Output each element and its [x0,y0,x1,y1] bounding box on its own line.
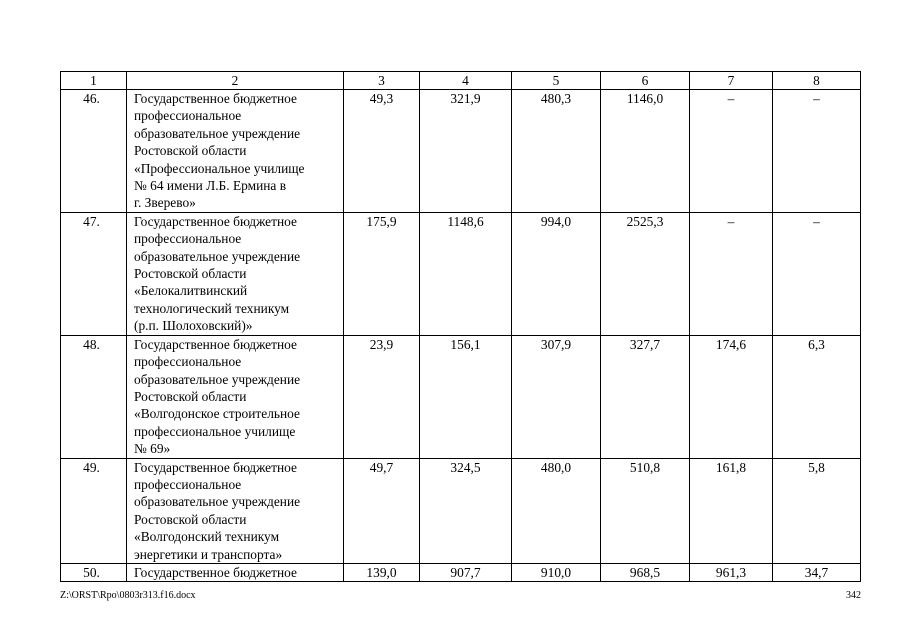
value-col-7: – [690,90,773,213]
table-row [61,563,861,581]
institution-name: Государственное бюджетное профессиональное образовательное учреждение Ростовской области «Волгодонское строительное профессиональное училище № 69» [127,335,344,458]
value-col-4: 907,7 [420,563,512,581]
value-col-3: 139,0 [344,563,420,581]
value-col-8: – [773,90,861,213]
value-col-7: 161,8 [690,458,773,563]
value-col-6: 1146,0 [601,90,690,213]
header-row [61,72,861,90]
value-col-7: 961,3 [690,563,773,581]
value-col-3: 23,9 [344,335,420,458]
header-cell-4: 4 [420,72,512,90]
header-cell-3: 3 [344,72,420,90]
value-col-6: 2525,3 [601,212,690,335]
value-col-5: 480,3 [512,90,601,213]
header-cell-5: 5 [512,72,601,90]
header-cell-6: 6 [601,72,690,90]
institution-name: Государственное бюджетное профессиональное образовательное учреждение Ростовской области «Волгодонский техникум энергетики и транспорта» [127,458,344,563]
value-col-8: 5,8 [773,458,861,563]
footer-page-number: 342 [846,590,861,601]
value-col-4: 156,1 [420,335,512,458]
table-row [61,335,861,458]
value-col-4: 324,5 [420,458,512,563]
value-col-6: 510,8 [601,458,690,563]
value-col-8: – [773,212,861,335]
value-col-7: 174,6 [690,335,773,458]
value-col-5: 994,0 [512,212,601,335]
row-number: 50. [61,563,127,581]
data-table [60,71,861,582]
value-col-4: 1148,6 [420,212,512,335]
value-col-8: 6,3 [773,335,861,458]
value-col-4: 321,9 [420,90,512,213]
row-number: 46. [61,90,127,213]
header-cell-8: 8 [773,72,861,90]
table-row [61,212,861,335]
table-row [61,90,861,213]
footer-file-path: Z:\ORST\Rpo\0803r313.f16.docx [60,590,196,601]
value-col-8: 34,7 [773,563,861,581]
table-row [61,458,861,563]
value-col-6: 968,5 [601,563,690,581]
header-cell-7: 7 [690,72,773,90]
value-col-5: 910,0 [512,563,601,581]
value-col-3: 49,7 [344,458,420,563]
value-col-3: 49,3 [344,90,420,213]
institution-name: Государственное бюджетное [127,563,344,581]
header-cell-2: 2 [127,72,344,90]
header-cell-1: 1 [61,72,127,90]
row-number: 48. [61,335,127,458]
institution-name: Государственное бюджетное профессиональное образовательное учреждение Ростовской области «Профессиональное училище № 64 имени Л.Б. Ермина в г. Зверево» [127,90,344,213]
value-col-3: 175,9 [344,212,420,335]
value-col-5: 307,9 [512,335,601,458]
row-number: 47. [61,212,127,335]
value-col-6: 327,7 [601,335,690,458]
value-col-7: – [690,212,773,335]
value-col-5: 480,0 [512,458,601,563]
row-number: 49. [61,458,127,563]
institution-name: Государственное бюджетное профессиональное образовательное учреждение Ростовской области «Белокалитвинский технологический техникум (р.п. Шолоховский)» [127,212,344,335]
